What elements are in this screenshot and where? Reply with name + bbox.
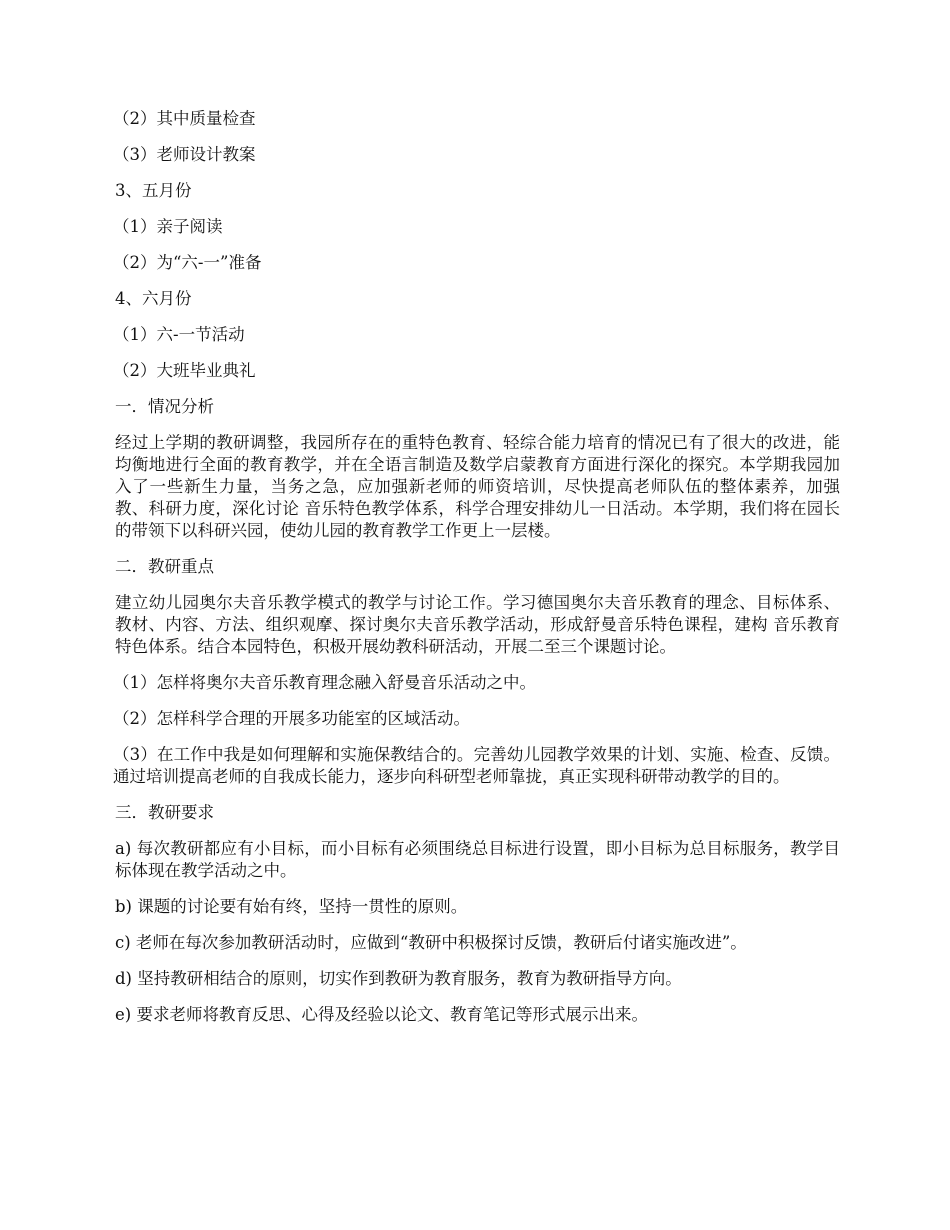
month-heading: 3、五月份 (115, 181, 192, 200)
month-heading: 4、六月份 (115, 289, 192, 308)
list-item: （2）其中质量检查 (113, 109, 256, 128)
list-item: （1）亲子阅读 (113, 217, 223, 236)
list-item: （2）为“六-一”准备 (113, 253, 262, 272)
list-item: （2）怎样科学合理的开展多功能室的区域活动。 (113, 709, 470, 728)
requirement-item: d) 坚持教研相结合的原则，切实作到教研为教育服务，教育为教研指导方向。 (115, 969, 682, 988)
requirement-item: e) 要求老师将教育反思、心得及经验以论文、教育笔记等形式展示出来。 (115, 1005, 648, 1024)
section-heading: 三．教研要求 (115, 803, 214, 822)
list-item: （1）怎样将奥尔夫音乐教育理念融入舒曼音乐活动之中。 (113, 673, 536, 692)
paragraph: （3）在工作中我是如何理解和实施保教结合的。完善幼儿园教学效果的计划、实施、检查、反馈。通过培训提高老师的自我成长能力，逐步向科研型老师靠拢，真正实现科研带动教学的目的。 (113, 745, 840, 786)
document-body (115, 108, 840, 1040)
list-item: （3）老师设计教案 (113, 145, 256, 164)
list-item: （2）大班毕业典礼 (113, 361, 256, 380)
requirement-item: b) 课题的讨论要有始有终，坚持一贯性的原则。 (115, 897, 468, 916)
paragraph: 经过上学期的教研调整，我园所存在的重特色教育、轻综合能力培育的情况已有了很大的改进，能均衡地进行全面的教育教学，并在全语言制造及数学启蒙教育方面进行深化的探究。本学期我园加入了一些新生力量，当务之急，应加强新老师的师资培训，尽快提高老师队伍的整体素养，加强教、科研力度，深化讨论 音乐特色教学体系，科学合理安排幼儿一日活动。本学期，我们将在园长的带领下以科研兴园，使幼儿园的教育教学工作更上一层楼。 (115, 433, 840, 540)
requirement-item: c) 老师在每次参加教研活动时，应做到“教研中积极探讨反馈，教研后付诸实施改进”。 (115, 933, 747, 952)
paragraph: 建立幼儿园奥尔夫音乐教学模式的教学与讨论工作。学习德国奥尔夫音乐教育的理念、目标体系、教材、内容、方法、组织观摩、探讨奥尔夫音乐教学活动，形成舒曼音乐特色课程，建构 音乐教育特色体系。结合本园特色，积极开展幼教科研活动，开展二至三个课题讨论。 (115, 593, 840, 656)
requirement-item: a) 每次教研都应有小目标，而小目标有必须围绕总目标进行设置，即小目标为总目标服务，教学目标体现在教学活动之中。 (115, 839, 840, 880)
section-heading: 一．情况分析 (115, 397, 214, 416)
section-heading: 二．教研重点 (115, 557, 214, 576)
list-item: （1）六-一节活动 (113, 325, 245, 344)
